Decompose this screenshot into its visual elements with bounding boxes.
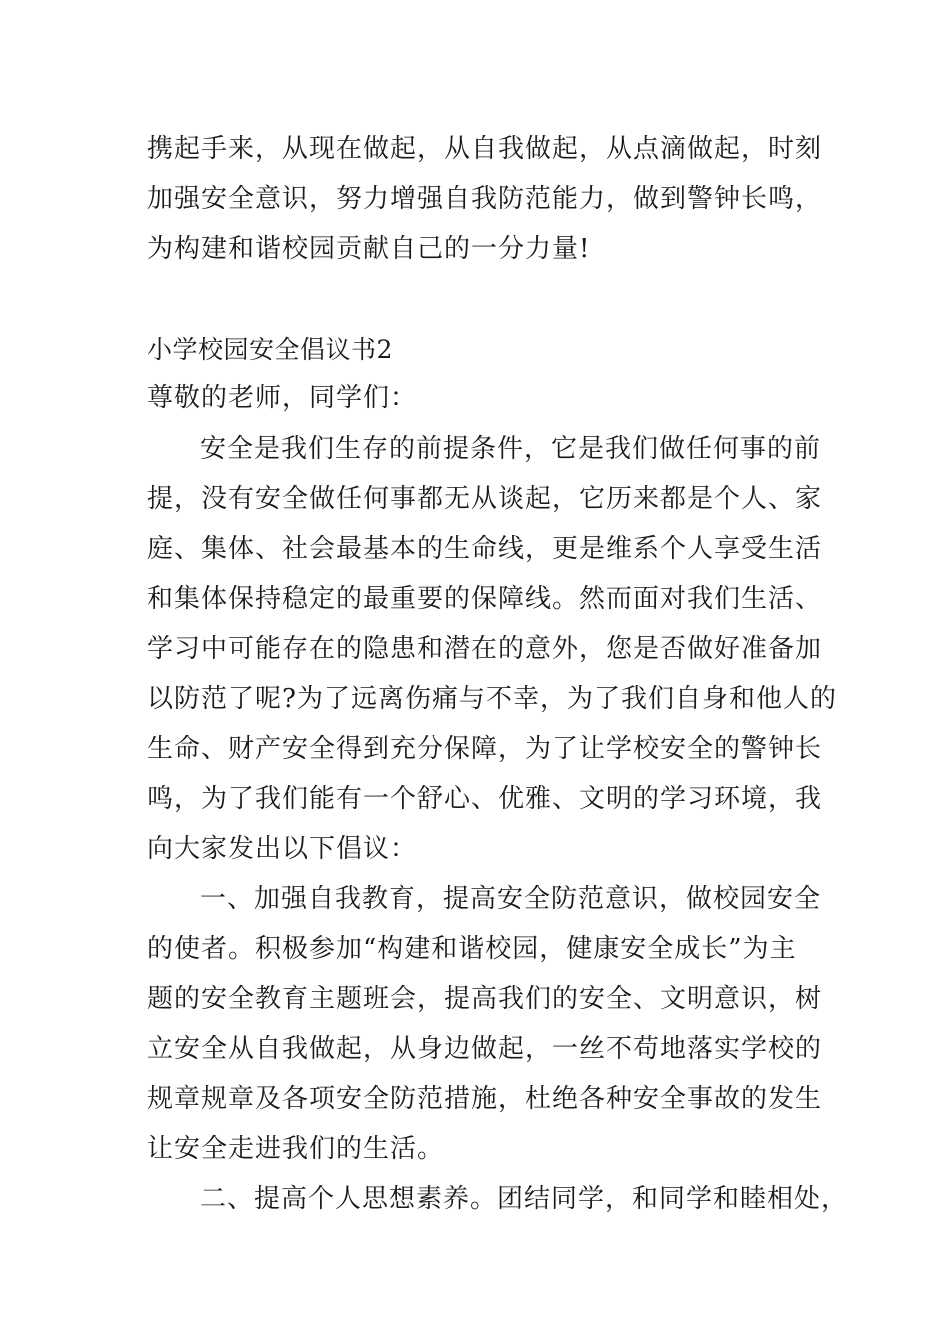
intro-line: 为构建和谐校园贡献自己的一分力量! xyxy=(147,234,591,264)
paragraph-line: 以防范了呢?为了远离伤痛与不幸，为了我们自身和他人的 xyxy=(147,684,837,714)
document-title: 小学校园安全倡议书2 xyxy=(147,335,393,364)
paragraph-line: 提，没有安全做任何事都无从谈起，它历来都是个人、家 xyxy=(147,484,823,514)
paragraph-line: 二、提高个人思想素养。团结同学，和同学和睦相处， xyxy=(200,1184,849,1214)
paragraph-line: 向大家发出以下倡议： xyxy=(147,834,418,864)
paragraph-line: 安全是我们生存的前提条件，它是我们做任何事的前 xyxy=(200,434,822,464)
paragraph-line: 生命、财产安全得到充分保障，为了让学校安全的警钟长 xyxy=(147,734,823,764)
paragraph-line: 一、加强自我教育，提高安全防范意识，做校园安全 xyxy=(200,884,822,914)
paragraph-line: 庭、集体、社会最基本的生命线，更是维系个人享受生活 xyxy=(147,534,823,564)
paragraph-line: 和集体保持稳定的最重要的保障线。然而面对我们生活、 xyxy=(147,584,823,614)
salutation: 尊敬的老师，同学们： xyxy=(147,383,418,413)
paragraph-line: 让安全走进我们的生活。 xyxy=(147,1134,445,1164)
paragraph-line: 鸣，为了我们能有一个舒心、优雅、文明的学习环境，我 xyxy=(147,784,823,814)
paragraph-line: 题的安全教育主题班会，提高我们的安全、文明意识，树 xyxy=(147,984,823,1014)
intro-line: 加强安全意识，努力增强自我防范能力，做到警钟长鸣， xyxy=(147,184,823,214)
paragraph-line: 的使者。积极参加“构建和谐校园，健康安全成长”为主 xyxy=(147,934,797,964)
paragraph-line: 学习中可能存在的隐患和潜在的意外，您是否做好准备加 xyxy=(147,634,823,664)
paragraph-line: 立安全从自我做起，从身边做起，一丝不苟地落实学校的 xyxy=(147,1034,823,1064)
paragraph-line: 规章规章及各项安全防范措施，杜绝各种安全事故的发生 xyxy=(147,1084,823,1114)
intro-line: 携起手来，从现在做起，从自我做起，从点滴做起，时刻 xyxy=(147,134,823,164)
